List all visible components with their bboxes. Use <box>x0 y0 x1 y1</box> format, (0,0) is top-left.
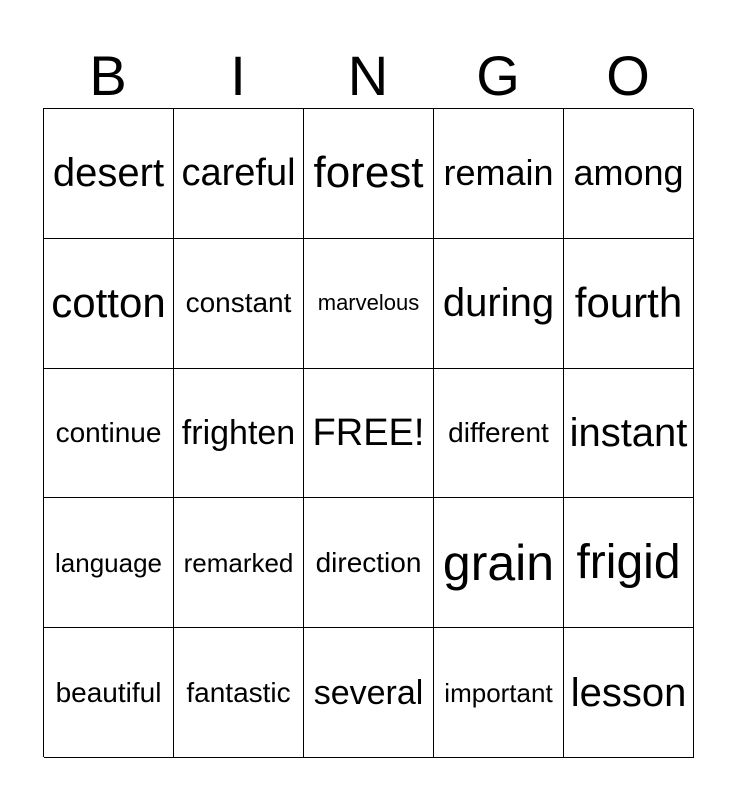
bingo-cell: careful <box>174 109 304 239</box>
bingo-cell: during <box>434 239 564 369</box>
bingo-cell: frigid <box>564 498 694 628</box>
bingo-cell: cotton <box>44 239 174 369</box>
bingo-cell: forest <box>304 109 434 239</box>
bingo-cell: instant <box>564 369 694 499</box>
header-letter-i: I <box>230 44 246 107</box>
bingo-cell: beautiful <box>44 628 174 758</box>
bingo-header <box>43 44 693 108</box>
header-letter-o: O <box>606 44 650 107</box>
header-letter-g: G <box>476 44 520 107</box>
bingo-cell: continue <box>44 369 174 499</box>
bingo-cell: frighten <box>174 369 304 499</box>
bingo-cell: marvelous <box>304 239 434 369</box>
bingo-board <box>43 108 693 757</box>
header-letter-b: B <box>89 44 127 107</box>
bingo-cell: fourth <box>564 239 694 369</box>
bingo-cell: grain <box>434 498 564 628</box>
bingo-cell: fantastic <box>174 628 304 758</box>
bingo-cell: remarked <box>174 498 304 628</box>
bingo-cell: several <box>304 628 434 758</box>
bingo-cell: constant <box>174 239 304 369</box>
bingo-cell: important <box>434 628 564 758</box>
bingo-cell: desert <box>44 109 174 239</box>
bingo-cell: language <box>44 498 174 628</box>
bingo-cell: lesson <box>564 628 694 758</box>
header-letter-n: N <box>347 44 389 107</box>
bingo-cell: among <box>564 109 694 239</box>
bingo-cell: remain <box>434 109 564 239</box>
bingo-cell: direction <box>304 498 434 628</box>
bingo-cell: different <box>434 369 564 499</box>
bingo-cell free-space: FREE! <box>304 369 434 499</box>
